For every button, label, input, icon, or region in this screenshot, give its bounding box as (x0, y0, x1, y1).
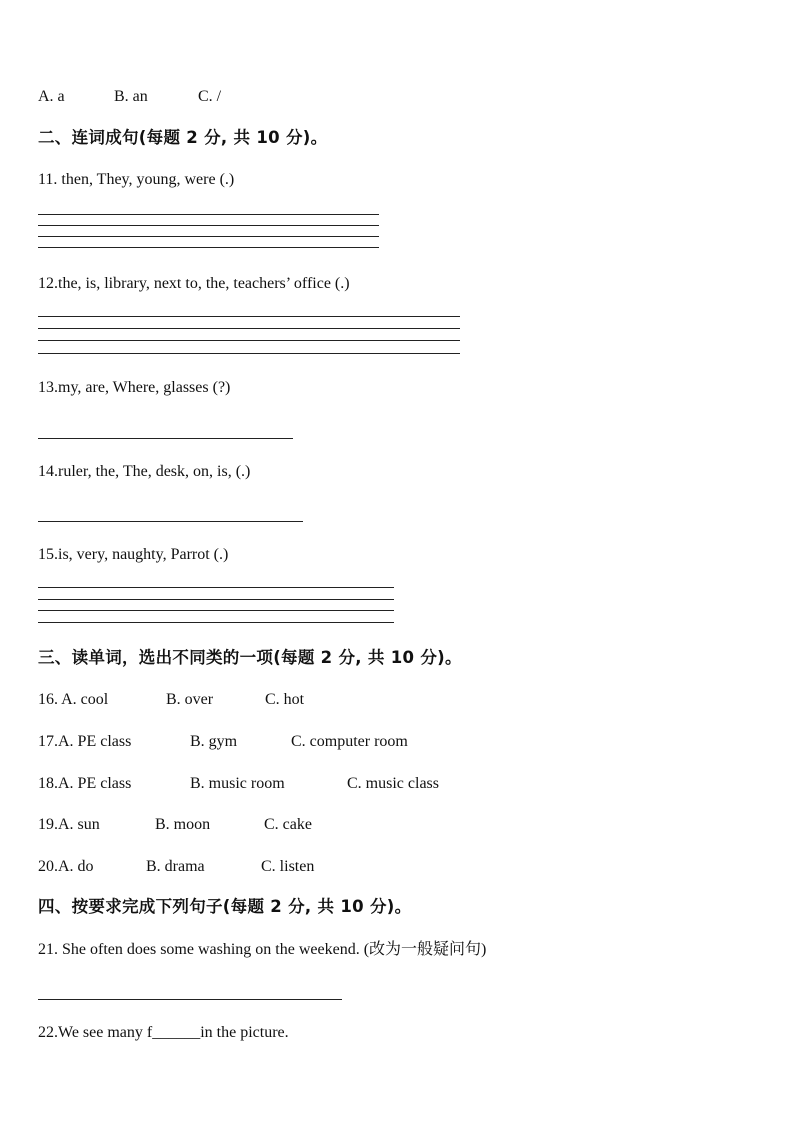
answer-line[interactable] (38, 340, 460, 341)
section-heading-4: 四、按要求完成下列句子(每题 2 分, 共 10 分)。 (38, 897, 412, 916)
section-heading-3: 三、读单词，选出不同类的一项(每题 2 分, 共 10 分)。 (38, 648, 462, 667)
question-12: 12.the, is, library, next to, the, teachers’ office (.) (38, 275, 350, 292)
question-19-option-b: B. moon (155, 816, 211, 833)
question-19-option-c: C. cake (264, 816, 312, 833)
option-c: C. / (198, 88, 222, 105)
question-21: 21. She often does some washing on the weekend. (改为一般疑问句) (38, 941, 487, 958)
answer-line[interactable] (38, 247, 379, 248)
answer-line[interactable] (38, 328, 460, 329)
answer-line[interactable] (38, 225, 379, 226)
question-11: 11. then, They, young, were (.) (38, 171, 235, 188)
question-20-option-b: B. drama (146, 858, 205, 875)
question-13: 13.my, are, Where, glasses (?) (38, 379, 231, 396)
question-17: 17.A. PE class (38, 733, 132, 750)
answer-line[interactable] (38, 999, 342, 1000)
answer-line[interactable] (38, 316, 460, 317)
question-20: 20.A. do (38, 858, 94, 875)
section-heading-2: 二、连词成句(每题 2 分, 共 10 分)。 (38, 128, 328, 147)
question-22: 22.We see many f______in the picture. (38, 1024, 289, 1041)
answer-line[interactable] (38, 438, 293, 439)
question-17-option-c: C. computer room (291, 733, 408, 750)
question-18: 18.A. PE class (38, 775, 132, 792)
question-20-option-c: C. listen (261, 858, 315, 875)
answer-line[interactable] (38, 599, 394, 600)
answer-line[interactable] (38, 353, 460, 354)
question-18-option-c: C. music class (347, 775, 439, 792)
question-16-option-c: C. hot (265, 691, 305, 708)
answer-line[interactable] (38, 236, 379, 237)
question-18-option-b: B. music room (190, 775, 285, 792)
answer-line[interactable] (38, 622, 394, 623)
question-15: 15.is, very, naughty, Parrot (.) (38, 546, 229, 563)
question-17-option-b: B. gym (190, 733, 238, 750)
question-16-option-b: B. over (166, 691, 214, 708)
option-a: A. a (38, 88, 65, 105)
option-b: B. an (114, 88, 148, 105)
question-19: 19.A. sun (38, 816, 100, 833)
answer-line[interactable] (38, 587, 394, 588)
answer-line[interactable] (38, 610, 394, 611)
answer-line[interactable] (38, 521, 303, 522)
question-14: 14.ruler, the, The, desk, on, is, (.) (38, 463, 251, 480)
answer-line[interactable] (38, 214, 379, 215)
question-16: 16. A. cool (38, 691, 109, 708)
